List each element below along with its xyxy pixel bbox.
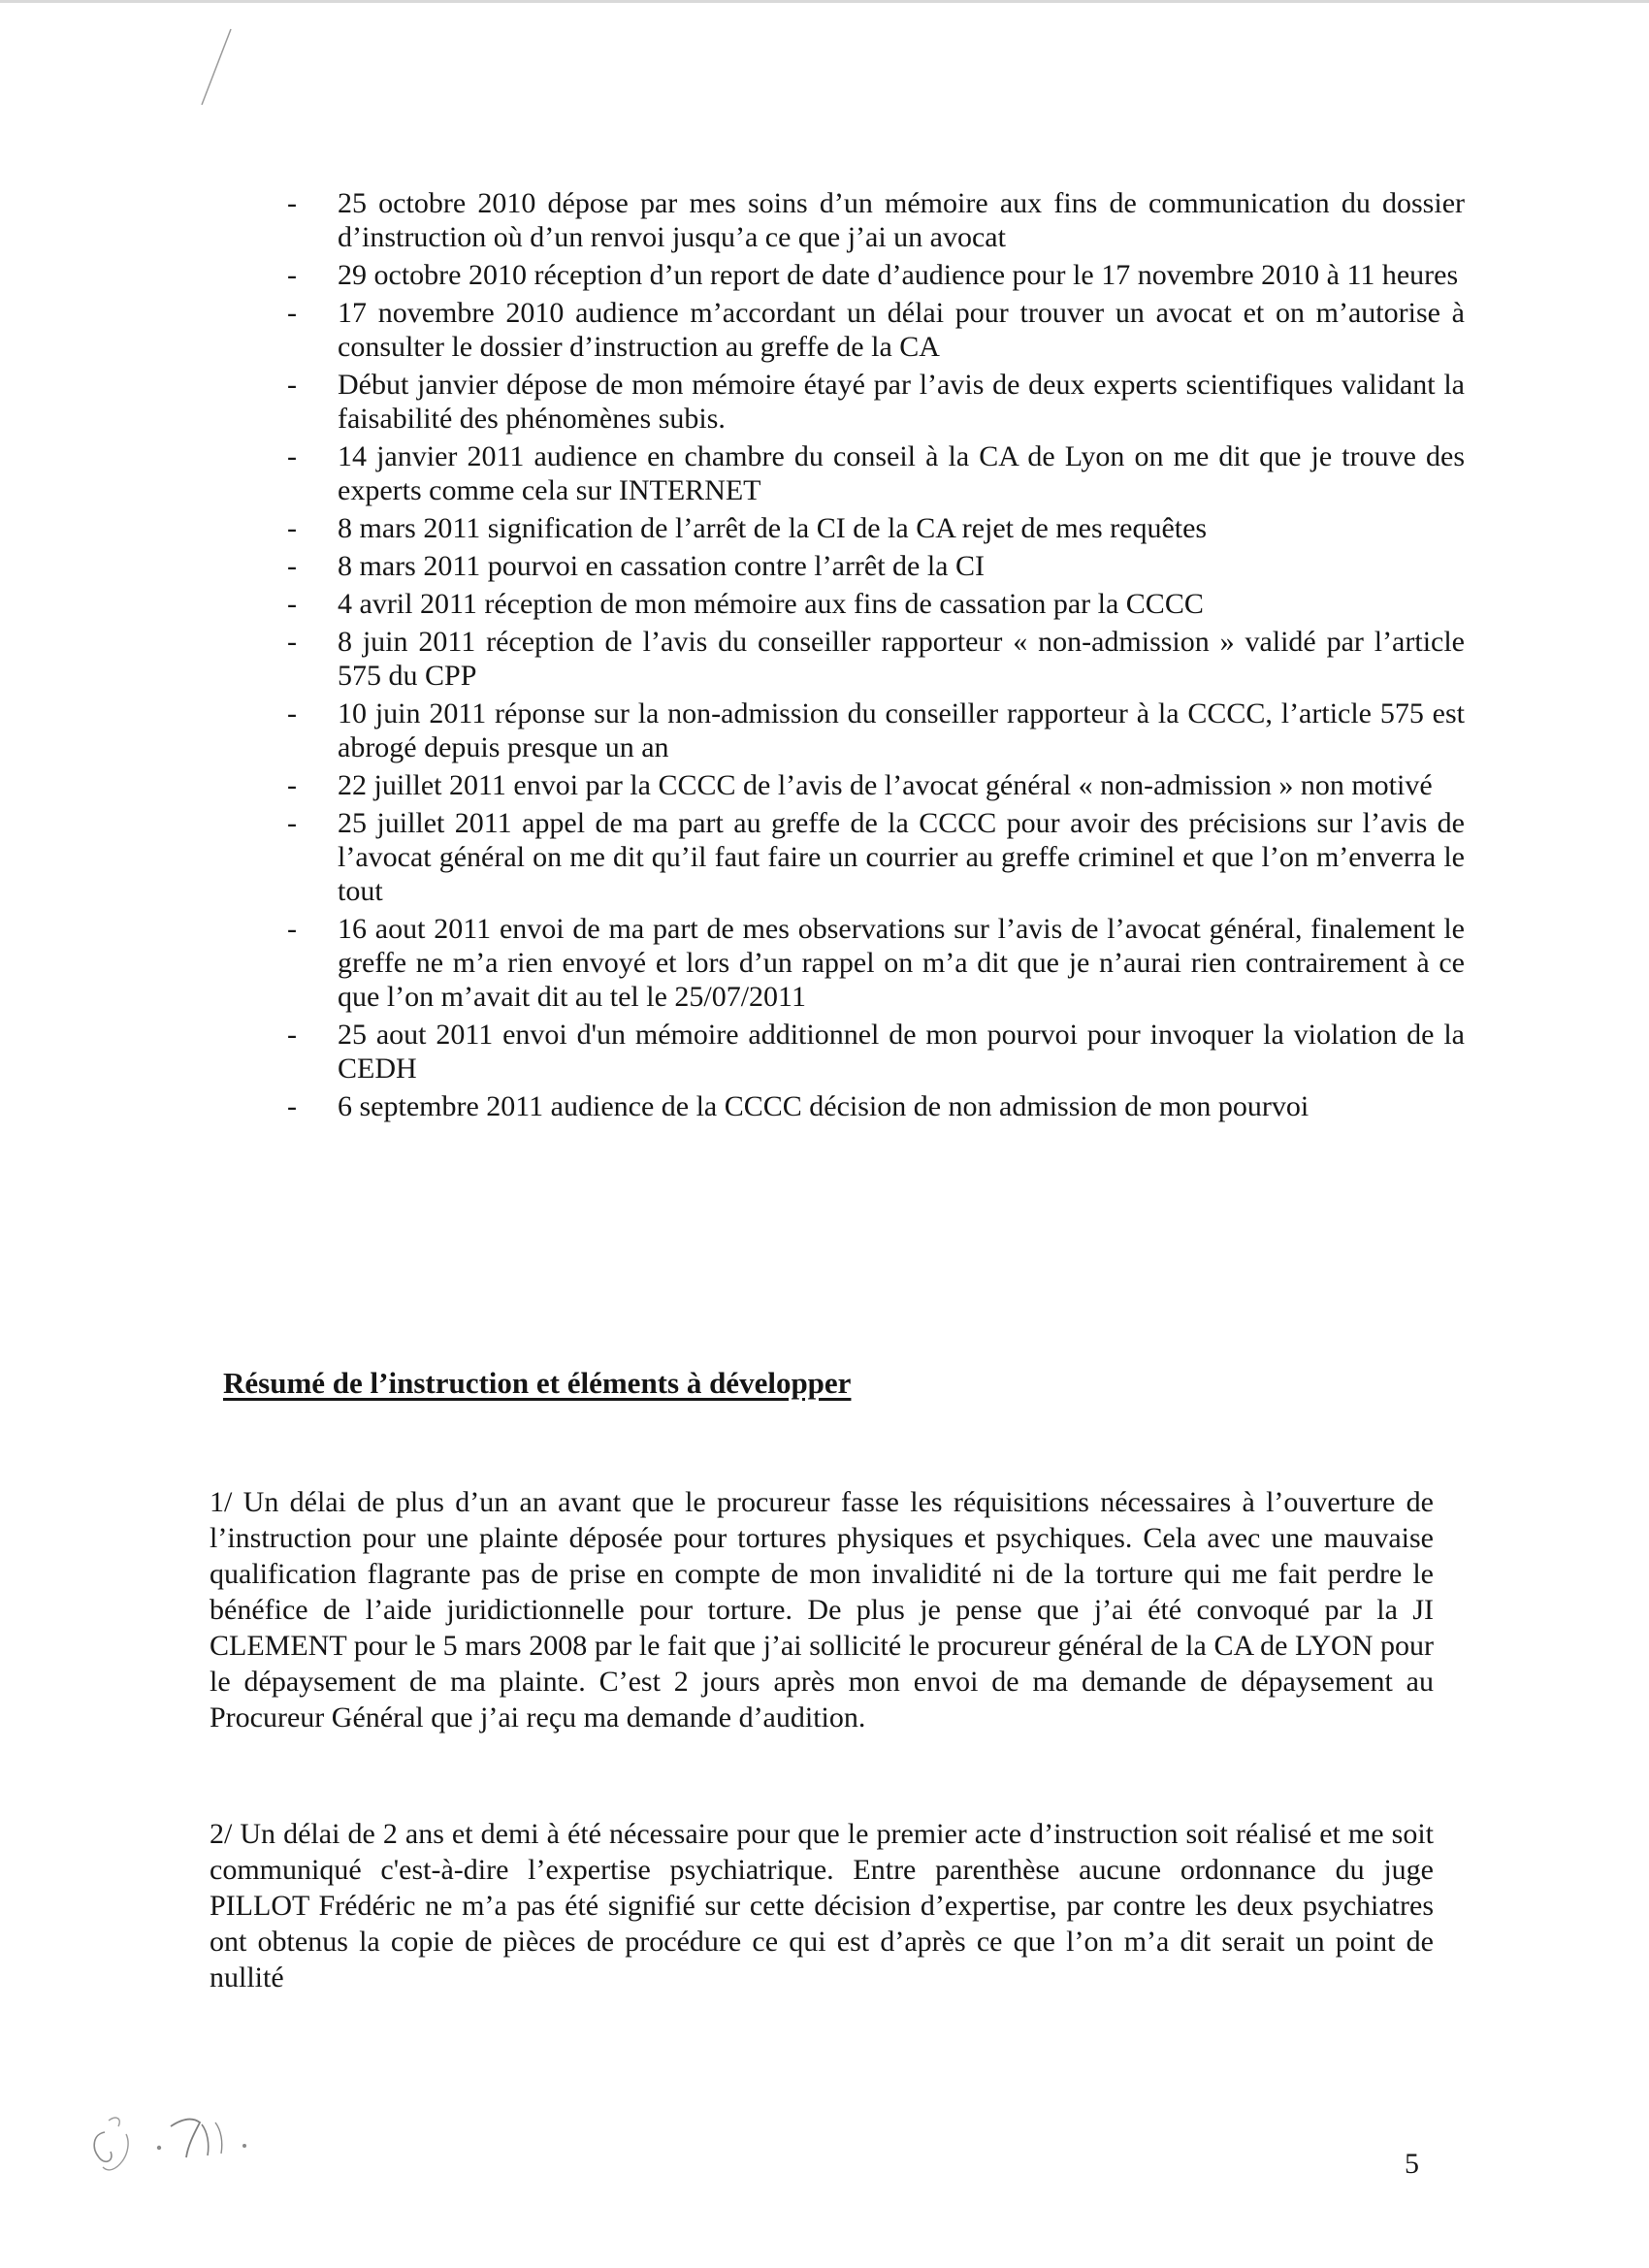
list-item — [287, 1018, 1465, 1085]
paragraph-2: 2/ Un délai de 2 ans et demi à été nécessaire pour que le premier acte d’instruction soit réalisé et me soit communiqué c'est-à-dire l’expertise psychiatrique. Entre parenthèse aucune ordonnance du juge PILLOT Frédéric ne m’a pas été signifié sur cette décision d’expertise, par contre les deux psychiatres ont obtenus la copie de pièces de procédure ce qui est d’après ce que l’on m’a dit serait un point de nullité — [210, 1818, 1434, 1993]
list-item — [287, 186, 1465, 254]
list-dash: - — [287, 769, 297, 801]
entry-text: 25 aout 2011 envoi d'un mémoire additionnel de mon pourvoi pour invoquer la violation de la CEDH — [338, 1019, 1465, 1085]
entry-text: 10 juin 2011 réponse sur la non-admission du conseiller rapporteur à la CCCC, l’article 575 est abrogé depuis presque un an — [338, 697, 1465, 763]
list-dash: - — [287, 1090, 297, 1122]
entry-text: 17 novembre 2010 audience m’accordant un délai pour trouver un avocat et on m’autorise à consulter le dossier d’instruction au greffe de la CA — [338, 297, 1465, 363]
paragraph-1: 1/ Un délai de plus d’un an avant que le procureur fasse les réquisitions nécessaires à l’ouverture de l’instruction pour une plainte déposée pour tortures physiques et psychiques. Cela avec une mauvaise qualification flagrante pas de prise en compte de mon invalidité ni de la torture qui me fait perdre le bénéfice de l’aide juridictionnelle pour torture. De plus je pense que j’ai été convoqué par la JI CLEMENT pour le 5 mars 2008 par le fait que j’ai sollicité le procureur général de la CA de LYON pour le dépaysement de ma plainte. C’est 2 jours après mon envoi de ma demande de dépaysement au Procureur Général que j’ai reçu ma demande d’audition. — [210, 1486, 1434, 1733]
list-item — [287, 296, 1465, 364]
list-dash: - — [287, 807, 297, 839]
list-item — [287, 368, 1465, 436]
list-dash: - — [287, 697, 297, 729]
list-dash: - — [287, 440, 297, 472]
list-dash: - — [287, 297, 297, 329]
entry-text: 8 juin 2011 réception de l’avis du conseiller rapporteur « non-admission » validé par l’article 575 du CPP — [338, 626, 1465, 692]
list-item — [287, 587, 1465, 621]
list-item — [287, 768, 1465, 802]
list-item — [287, 625, 1465, 693]
list-item — [287, 1089, 1465, 1123]
entry-text: 25 juillet 2011 appel de ma part au greffe de la CCCC pour avoir des précisions sur l’avis de l’avocat général on me dit qu’il faut faire un courrier au greffe criminel et que l’on m’enverra le tout — [338, 807, 1465, 907]
list-dash: - — [287, 913, 297, 945]
list-item — [287, 439, 1465, 507]
scan-pen-stroke — [0, 0, 291, 194]
list-item — [287, 258, 1465, 292]
list-item — [287, 806, 1465, 908]
entry-text: Début janvier dépose de mon mémoire étayé par l’avis de deux experts scientifiques validant la faisabilité des phénomènes subis. — [338, 369, 1465, 435]
list-dash: - — [287, 259, 297, 291]
entry-text: 25 octobre 2010 dépose par mes soins d’un mémoire aux fins de communication du dossier d’instruction où d’un renvoi jusqu’a ce que j’ai un avocat — [338, 187, 1465, 253]
list-item — [287, 511, 1465, 545]
entry-text: 6 septembre 2011 audience de la CCCC décision de non admission de mon pourvoi — [338, 1090, 1310, 1122]
list-item — [287, 697, 1465, 764]
list-dash: - — [287, 1019, 297, 1051]
list-dash: - — [287, 550, 297, 582]
entry-text: 16 aout 2011 envoi de ma part de mes observations sur l’avis de l’avocat général, finalement le greffe ne m’a rien envoyé et lors d’un rappel on m’a dit que je n’aurai rien contrairement à ce que l’on m’avait dit au tel le 25/07/2011 — [338, 913, 1465, 1013]
list-dash: - — [287, 626, 297, 658]
entry-text: 29 octobre 2010 réception d’un report de date d’audience pour le 17 novembre 2010 à 11 heures — [338, 259, 1459, 291]
list-item — [287, 912, 1465, 1014]
page-number: 5 — [1405, 2148, 1419, 2180]
chronology-list — [287, 186, 1465, 1127]
entry-text: 8 mars 2011 pourvoi en cassation contre l’arrêt de la CI — [338, 550, 986, 582]
entry-text: 8 mars 2011 signification de l’arrêt de la CI de la CA rejet de mes requêtes — [338, 512, 1208, 544]
entry-text: 14 janvier 2011 audience en chambre du conseil à la CA de Lyon on me dit que je trouve des experts comme cela sur INTERNET — [338, 440, 1465, 506]
list-dash: - — [287, 369, 297, 401]
entry-text: 4 avril 2011 réception de mon mémoire aux fins de cassation par la CCCC — [338, 588, 1204, 620]
list-dash: - — [287, 512, 297, 544]
list-dash: - — [287, 187, 297, 219]
section-heading: Résumé de l’instruction et éléments à développer — [223, 1366, 852, 1400]
handwritten-initials — [87, 2076, 301, 2183]
entry-text: 22 juillet 2011 envoi par la CCCC de l’avis de l’avocat général « non-admission » non motivé — [338, 769, 1433, 801]
list-dash: - — [287, 588, 297, 620]
list-item — [287, 549, 1465, 583]
